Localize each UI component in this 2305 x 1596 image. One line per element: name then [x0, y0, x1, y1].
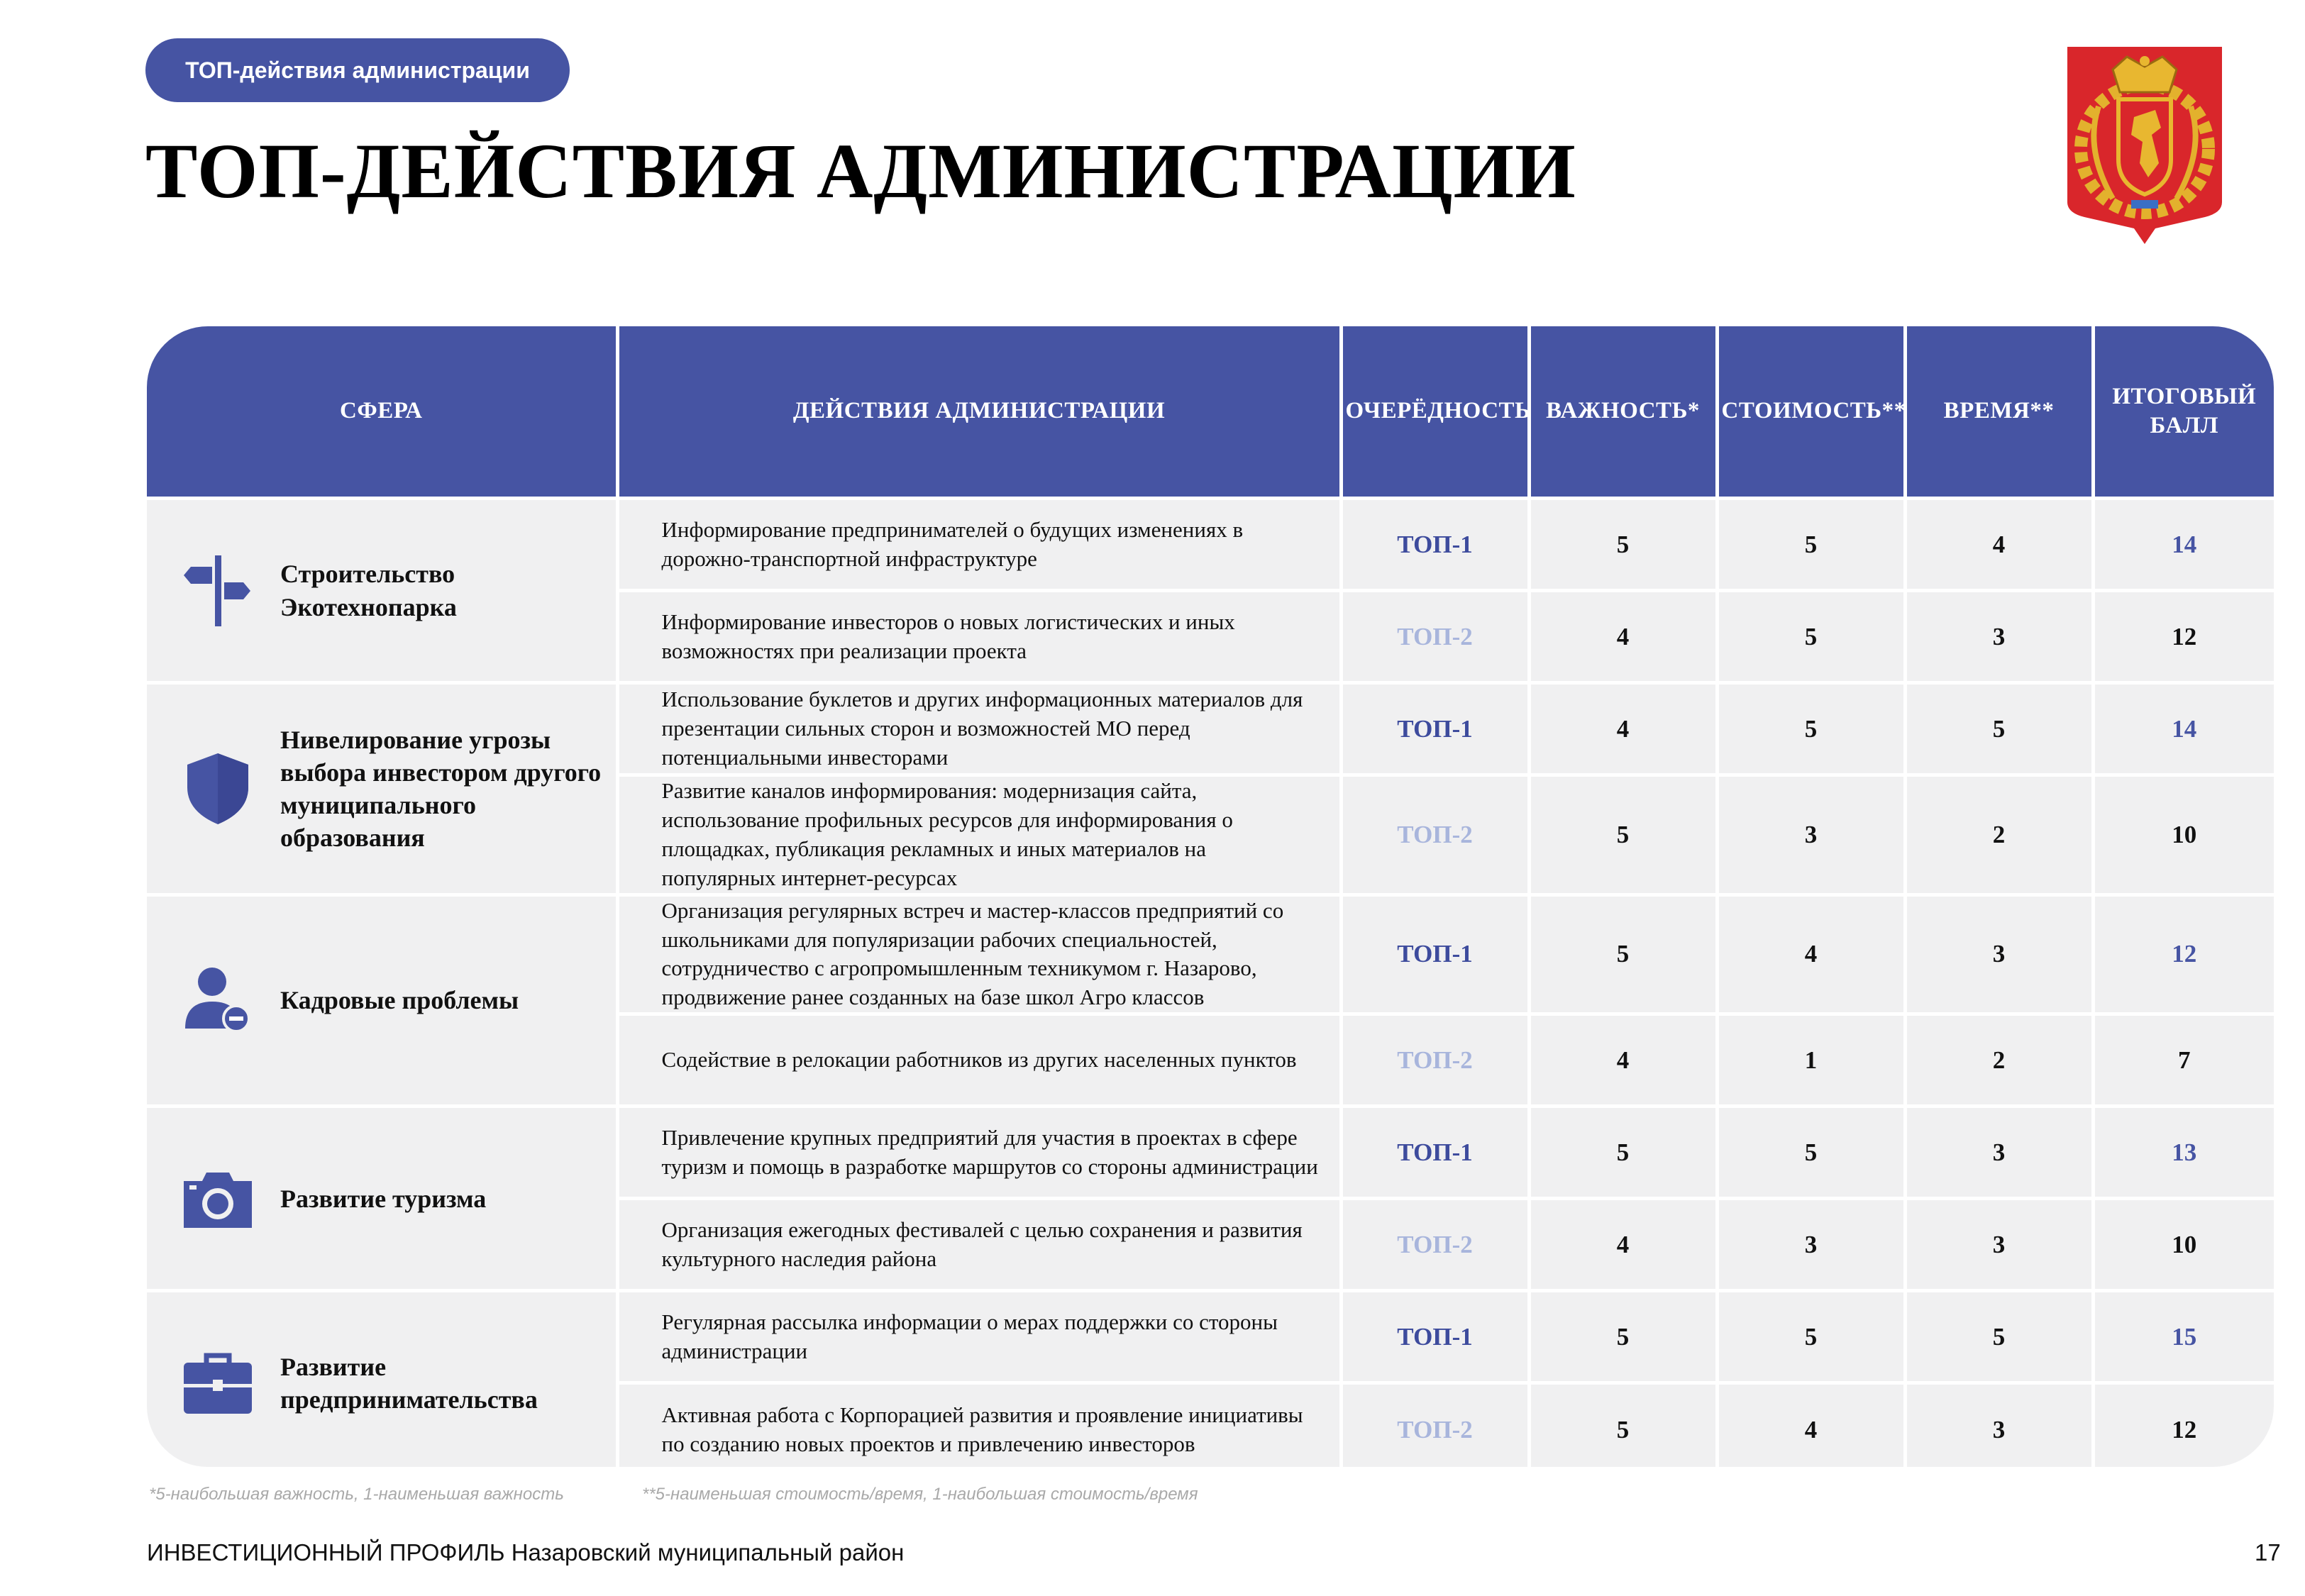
cost-cell: 5 — [1717, 683, 1905, 775]
cost-time-footnote: **5-наименьшая стоимость/время, 1-наибольшая стоимость/время — [642, 1485, 1198, 1504]
col-header-importance: ВАЖНОСТЬ* — [1529, 326, 1717, 499]
importance-cell: 5 — [1529, 775, 1717, 895]
importance-footnote: *5-наибольшая важность, 1-наименьшая важность — [149, 1485, 564, 1504]
priority-cell: ТОП-1 — [1341, 683, 1529, 775]
importance-cell: 4 — [1529, 683, 1717, 775]
action-cell: Активная работа с Корпорацией развития и проявление инициативы по созданию новых проектов и привлечению инвесторов — [617, 1383, 1341, 1467]
time-cell: 5 — [1905, 1291, 2093, 1383]
sphere-label: Развитие туризма — [280, 1184, 487, 1213]
sphere-cell — [147, 499, 617, 683]
time-cell: 3 — [1905, 591, 2093, 683]
priority-cell: ТОП-1 — [1341, 894, 1529, 1014]
page-number: 17 — [2255, 1539, 2281, 1565]
table-row — [147, 1107, 2274, 1199]
total-cell: 13 — [2093, 1107, 2274, 1199]
time-cell: 2 — [1905, 1014, 2093, 1107]
total-cell: 14 — [2093, 499, 2274, 591]
action-cell: Содействие в релокации работников из других населенных пунктов — [617, 1014, 1341, 1107]
page-title: ТОП-ДЕЙСТВИЯ АДМИНИСТРАЦИИ — [145, 128, 1576, 214]
table-row — [147, 894, 2274, 1014]
importance-cell: 4 — [1529, 1199, 1717, 1291]
time-cell: 2 — [1905, 775, 2093, 895]
time-cell: 3 — [1905, 1199, 2093, 1291]
priority-cell: ТОП-1 — [1341, 499, 1529, 591]
user-minus-icon — [182, 961, 253, 1039]
table-row — [147, 1291, 2274, 1383]
total-cell: 7 — [2093, 1014, 2274, 1107]
section-badge: ТОП-действия администрации — [145, 38, 570, 102]
priority-cell: ТОП-2 — [1341, 775, 1529, 895]
total-cell: 14 — [2093, 683, 2274, 775]
time-cell: 4 — [1905, 499, 2093, 591]
cost-cell: 5 — [1717, 1291, 1905, 1383]
action-cell: Регулярная рассылка информации о мерах поддержки со стороны администрации — [617, 1291, 1341, 1383]
sphere-cell — [147, 683, 617, 895]
col-header-actions: ДЕЙСТВИЯ АДМИНИСТРАЦИИ — [617, 326, 1341, 499]
total-cell: 15 — [2093, 1291, 2274, 1383]
importance-cell: 5 — [1529, 1383, 1717, 1467]
col-header-time: ВРЕМЯ** — [1905, 326, 2093, 499]
shield-icon — [182, 750, 253, 828]
total-cell: 10 — [2093, 1199, 2274, 1291]
total-cell: 12 — [2172, 1416, 2197, 1443]
priority-cell: ТОП-2 — [1341, 1383, 1529, 1467]
sphere-label: Строительство Экотехнопарка — [280, 560, 457, 621]
action-cell: Развитие каналов информирования: модернизация сайта, использование профильных ресурсов для информирования о площадках, публикация рекламных и иных материалов на популярных интернет-ресурсах — [617, 775, 1341, 895]
briefcase-icon — [182, 1344, 253, 1422]
cost-cell: 4 — [1717, 894, 1905, 1014]
time-cell: 3 — [1905, 1383, 2093, 1467]
table-row — [147, 683, 2274, 775]
total-cell: 12 — [2093, 591, 2274, 683]
importance-cell: 4 — [1529, 1014, 1717, 1107]
action-cell: Использование буклетов и других информационных материалов для презентации сильных сторон и возможностей МО перед потенциальными инвесторами — [617, 683, 1341, 775]
table-header-row — [147, 326, 2274, 499]
action-cell: Информирование предпринимателей о будущих изменениях в дорожно-транспортной инфраструктуре — [617, 499, 1341, 591]
importance-cell: 4 — [1529, 591, 1717, 683]
action-cell: Организация ежегодных фестивалей с целью сохранения и развития культурного наследия района — [617, 1199, 1341, 1291]
time-cell: 3 — [1905, 1107, 2093, 1199]
importance-cell: 5 — [1529, 894, 1717, 1014]
cost-cell: 3 — [1717, 1199, 1905, 1291]
importance-cell: 5 — [1529, 499, 1717, 591]
cost-cell: 3 — [1717, 775, 1905, 895]
time-cell: 3 — [1905, 894, 2093, 1014]
priority-cell: ТОП-2 — [1341, 591, 1529, 683]
action-cell: Привлечение крупных предприятий для участия в проектах в сфере туризм и помощь в разработке маршрутов со стороны администрации — [617, 1107, 1341, 1199]
camera-icon — [182, 1160, 253, 1238]
action-cell: Организация регулярных встреч и мастер-классов предприятий со школьниками для популяризации рабочих специальностей, сотрудничество с агропромышленным техникумом г. Назарово, продвижение ранее созданных на базе школ Агро классов — [617, 894, 1341, 1014]
cost-cell: 1 — [1717, 1014, 1905, 1107]
col-header-total: ИТОГОВЫЙ БАЛЛ — [2093, 326, 2274, 499]
sphere-cell — [147, 894, 617, 1107]
time-cell: 5 — [1905, 683, 2093, 775]
action-cell: Информирование инвесторов о новых логистических и иных возможностях при реализации проекта — [617, 591, 1341, 683]
cost-cell: 5 — [1717, 1107, 1905, 1199]
cost-cell: 5 — [1717, 591, 1905, 683]
priority-cell: ТОП-1 — [1341, 1291, 1529, 1383]
priority-cell: ТОП-1 — [1341, 1107, 1529, 1199]
cost-cell: 4 — [1717, 1383, 1905, 1467]
total-cell: 10 — [2093, 775, 2274, 895]
priority-cell: ТОП-2 — [1341, 1014, 1529, 1107]
col-header-priority: ОЧЕРЁДНОСТЬ — [1341, 326, 1529, 499]
sphere-cell — [147, 1291, 617, 1467]
signpost-icon — [182, 552, 253, 630]
actions-table — [147, 326, 2274, 1467]
footer-profile: ИНВЕСТИЦИОННЫЙ ПРОФИЛЬ Назаровский муниципальный район — [147, 1539, 905, 1565]
sphere-label: Нивелирование угрозы выбора инвестором другого муниципального образования — [280, 725, 602, 852]
col-header-cost: СТОИМОСТЬ** — [1717, 326, 1905, 499]
table-row — [147, 499, 2274, 591]
col-header-sphere: СФЕРА — [147, 326, 617, 499]
sphere-label: Кадровые проблемы — [280, 986, 519, 1015]
coat-of-arms-icon — [2063, 43, 2226, 247]
cost-cell: 5 — [1717, 499, 1905, 591]
sphere-cell — [147, 1107, 617, 1291]
priority-cell: ТОП-2 — [1341, 1199, 1529, 1291]
importance-cell: 5 — [1529, 1291, 1717, 1383]
sphere-label: Развитие предпринимательства — [280, 1352, 538, 1414]
importance-cell: 5 — [1529, 1107, 1717, 1199]
total-cell: 12 — [2093, 894, 2274, 1014]
